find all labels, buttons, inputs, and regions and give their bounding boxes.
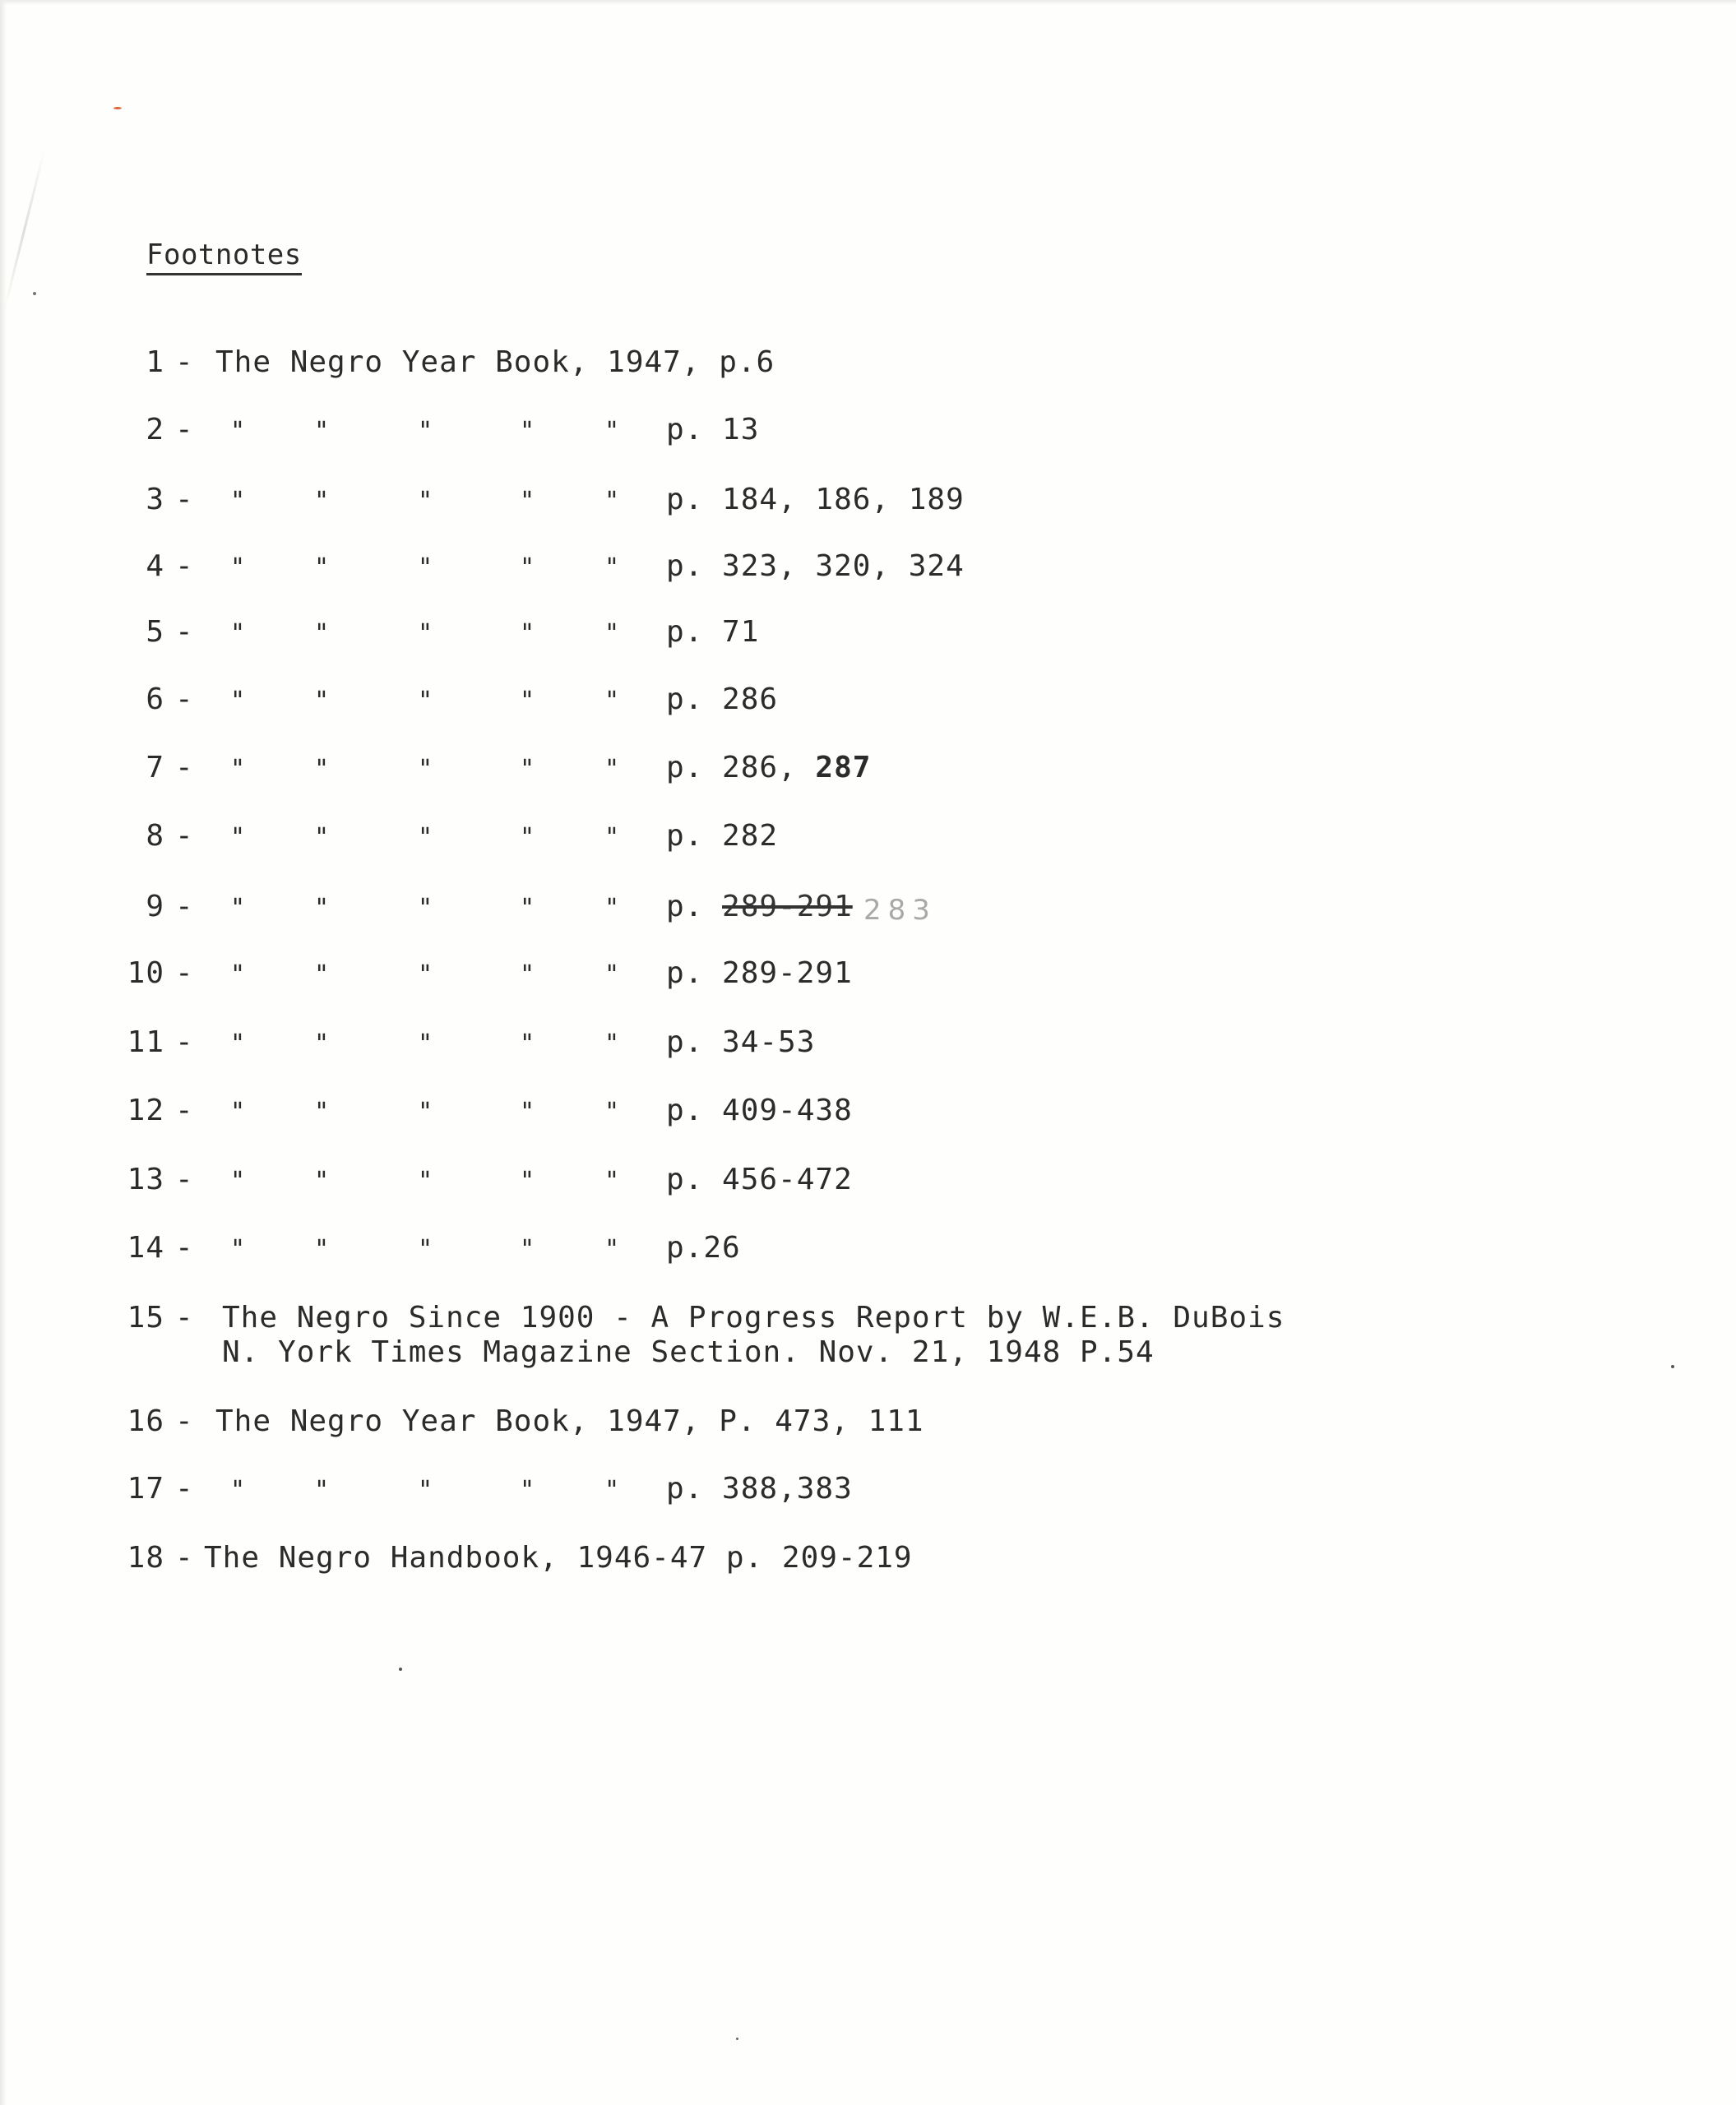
ditto-mark: " [418, 1098, 434, 1127]
footnote-dash: - [175, 956, 194, 990]
ditto-mark: " [418, 960, 434, 989]
ditto-mark: " [314, 553, 331, 582]
footnote-text-line: The Negro Since 1900 - A Progress Report by W.E.B. DuBois [222, 1301, 1285, 1335]
footnote-item [0, 549, 1645, 585]
ditto-mark: " [520, 1098, 536, 1127]
ditto-mark: " [314, 755, 331, 784]
ditto-mark: " [520, 1029, 536, 1058]
ditto-mark: " [520, 687, 536, 715]
footnote-page-reference: p. 13 [666, 413, 760, 446]
footnote-page-reference: p.26 [666, 1231, 741, 1265]
ditto-mark: " [604, 1098, 621, 1127]
ditto-mark: " [604, 1476, 621, 1505]
ditto-mark: " [230, 1167, 247, 1196]
footnote-text: The Negro Year Book, 1947, P. 473, 111 [215, 1404, 924, 1438]
ditto-mark: " [520, 960, 536, 989]
footnote-item [0, 890, 1645, 926]
ditto-mark: " [418, 1235, 434, 1264]
ditto-mark: " [520, 894, 536, 923]
footnote-item [0, 819, 1645, 855]
footnote-dash: - [175, 1404, 194, 1438]
ditto-mark: " [520, 1235, 536, 1264]
ditto-mark: " [230, 417, 247, 446]
ditto-mark: " [230, 823, 247, 852]
ditto-mark: " [230, 1029, 247, 1058]
footnote-number: 11 [127, 1025, 164, 1059]
footnote-number: 1 [146, 345, 164, 379]
footnote-item [0, 1404, 1645, 1441]
ditto-mark: " [520, 1476, 536, 1505]
ditto-mark: " [230, 1235, 247, 1264]
ditto-mark: " [418, 1029, 434, 1058]
ditto-mark: " [520, 755, 536, 784]
ditto-mark: " [604, 619, 621, 648]
footnote-number: 5 [146, 615, 164, 649]
footnote-page-reference: p. 34-53 [666, 1025, 816, 1059]
footnote-number: 16 [127, 1404, 164, 1438]
footnote-page-reference: p. 71 [666, 615, 760, 649]
ditto-mark: " [604, 1235, 621, 1264]
footnote-page-reference: p. 456-472 [666, 1163, 853, 1196]
footnote-page-reference: p. 282 [666, 819, 779, 853]
struck-page-reference: 289-291 [722, 890, 853, 923]
ditto-mark: " [520, 619, 536, 648]
page-reference-bold: 287 [815, 751, 872, 784]
footnote-item [0, 682, 1645, 719]
pencil-annotation: 283 [863, 894, 937, 927]
footnote-dash: - [175, 1472, 194, 1506]
footnote-page-reference: p. 184, 186, 189 [666, 483, 965, 516]
ditto-mark: " [604, 1167, 621, 1196]
ditto-mark: " [314, 1235, 331, 1264]
ditto-mark: " [604, 553, 621, 582]
ditto-mark: " [418, 894, 434, 923]
ditto-mark: " [418, 553, 434, 582]
ditto-mark: " [520, 553, 536, 582]
footnote-item [0, 1094, 1645, 1130]
footnote-item [0, 1472, 1645, 1508]
footnote-item [0, 413, 1645, 449]
ditto-mark: " [230, 619, 247, 648]
footnote-page-reference: p. 289-291 [666, 956, 853, 990]
footnote-item [0, 1231, 1645, 1267]
ditto-mark: " [314, 487, 331, 516]
ditto-mark: " [230, 960, 247, 989]
page-reference-prefix: p. 286, [666, 751, 816, 784]
footnote-dash: - [175, 345, 194, 379]
footnote-number: 10 [127, 956, 164, 990]
footnote-dash: - [175, 483, 194, 516]
ditto-mark: " [604, 960, 621, 989]
ditto-mark: " [520, 417, 536, 446]
footnote-number: 9 [146, 890, 164, 923]
footnote-text: The Negro Year Book, 1947, p.6 [215, 345, 775, 379]
ditto-mark: " [604, 894, 621, 923]
footnote-item [0, 1301, 1645, 1375]
ditto-mark: " [230, 687, 247, 715]
footnote-number: 13 [127, 1163, 164, 1196]
footnote-dash: - [175, 615, 194, 649]
ditto-mark: " [418, 1167, 434, 1196]
footnote-item [0, 751, 1645, 787]
ditto-mark: " [314, 1029, 331, 1058]
ditto-mark: " [314, 1167, 331, 1196]
ditto-mark: " [314, 960, 331, 989]
footnote-number: 6 [146, 682, 164, 716]
footnote-dash: - [175, 890, 194, 923]
footnote-item [0, 1541, 1645, 1577]
ditto-mark: " [314, 687, 331, 715]
footnote-dash: - [175, 1163, 194, 1196]
footnote-dash: - [175, 1541, 194, 1575]
ditto-mark: " [418, 687, 434, 715]
ditto-mark: " [314, 619, 331, 648]
page-reference-prefix: p. [666, 890, 723, 923]
footnote-dash: - [175, 1301, 194, 1335]
footnote-page-reference: p. 286 [666, 682, 779, 716]
footnote-dash: - [175, 1025, 194, 1059]
ditto-mark: " [604, 487, 621, 516]
ditto-mark: " [314, 894, 331, 923]
ditto-mark: " [418, 487, 434, 516]
footnote-text: The Negro Handbook, 1946-47 p. 209-219 [204, 1541, 913, 1575]
footnote-number: 8 [146, 819, 164, 853]
ditto-mark: " [230, 894, 247, 923]
footnote-dash: - [175, 1094, 194, 1127]
ditto-mark: " [230, 755, 247, 784]
page-title: Footnotes [146, 238, 302, 275]
footnote-number: 18 [127, 1541, 164, 1575]
ditto-mark: " [230, 1476, 247, 1505]
ditto-mark: " [418, 417, 434, 446]
ditto-mark: " [604, 755, 621, 784]
ditto-mark: " [520, 823, 536, 852]
footnote-number: 15 [127, 1301, 164, 1335]
footnote-item [0, 345, 1645, 382]
ditto-mark: " [314, 417, 331, 446]
footnote-item [0, 1025, 1645, 1062]
footnote-item [0, 615, 1645, 651]
footnote-number: 7 [146, 751, 164, 784]
footnote-page-reference [666, 890, 853, 924]
ditto-mark: " [314, 823, 331, 852]
footnote-page-reference [666, 751, 871, 785]
footnote-number: 4 [146, 549, 164, 583]
ditto-mark: " [520, 1167, 536, 1196]
footnote-number: 14 [127, 1231, 164, 1265]
ditto-mark: " [230, 1098, 247, 1127]
footnote-page-reference: p. 323, 320, 324 [666, 549, 965, 583]
ditto-mark: " [418, 619, 434, 648]
ditto-mark: " [314, 1098, 331, 1127]
ditto-mark: " [418, 823, 434, 852]
footnote-dash: - [175, 751, 194, 784]
footnote-dash: - [175, 1231, 194, 1265]
ditto-mark: " [604, 823, 621, 852]
ditto-mark: " [230, 553, 247, 582]
ditto-mark: " [418, 755, 434, 784]
footnote-dash: - [175, 413, 194, 446]
ditto-mark: " [314, 1476, 331, 1505]
ditto-mark: " [604, 687, 621, 715]
footnote-item [0, 1163, 1645, 1199]
ditto-mark: " [418, 1476, 434, 1505]
footnote-text-line: N. York Times Magazine Section. Nov. 21, 1948 P.54 [222, 1335, 1155, 1369]
footnote-dash: - [175, 549, 194, 583]
ditto-mark: " [604, 417, 621, 446]
footnote-item [0, 483, 1645, 519]
footnote-number: 12 [127, 1094, 164, 1127]
ditto-mark: " [230, 487, 247, 516]
footnote-dash: - [175, 682, 194, 716]
footnote-page-reference: p. 388,383 [666, 1472, 853, 1506]
ditto-mark: " [520, 487, 536, 516]
footnote-number: 17 [127, 1472, 164, 1506]
ditto-mark: " [604, 1029, 621, 1058]
footnote-number: 2 [146, 413, 164, 446]
footnote-page-reference: p. 409-438 [666, 1094, 853, 1127]
footnote-number: 3 [146, 483, 164, 516]
footnote-item [0, 956, 1645, 992]
footnote-dash: - [175, 819, 194, 853]
